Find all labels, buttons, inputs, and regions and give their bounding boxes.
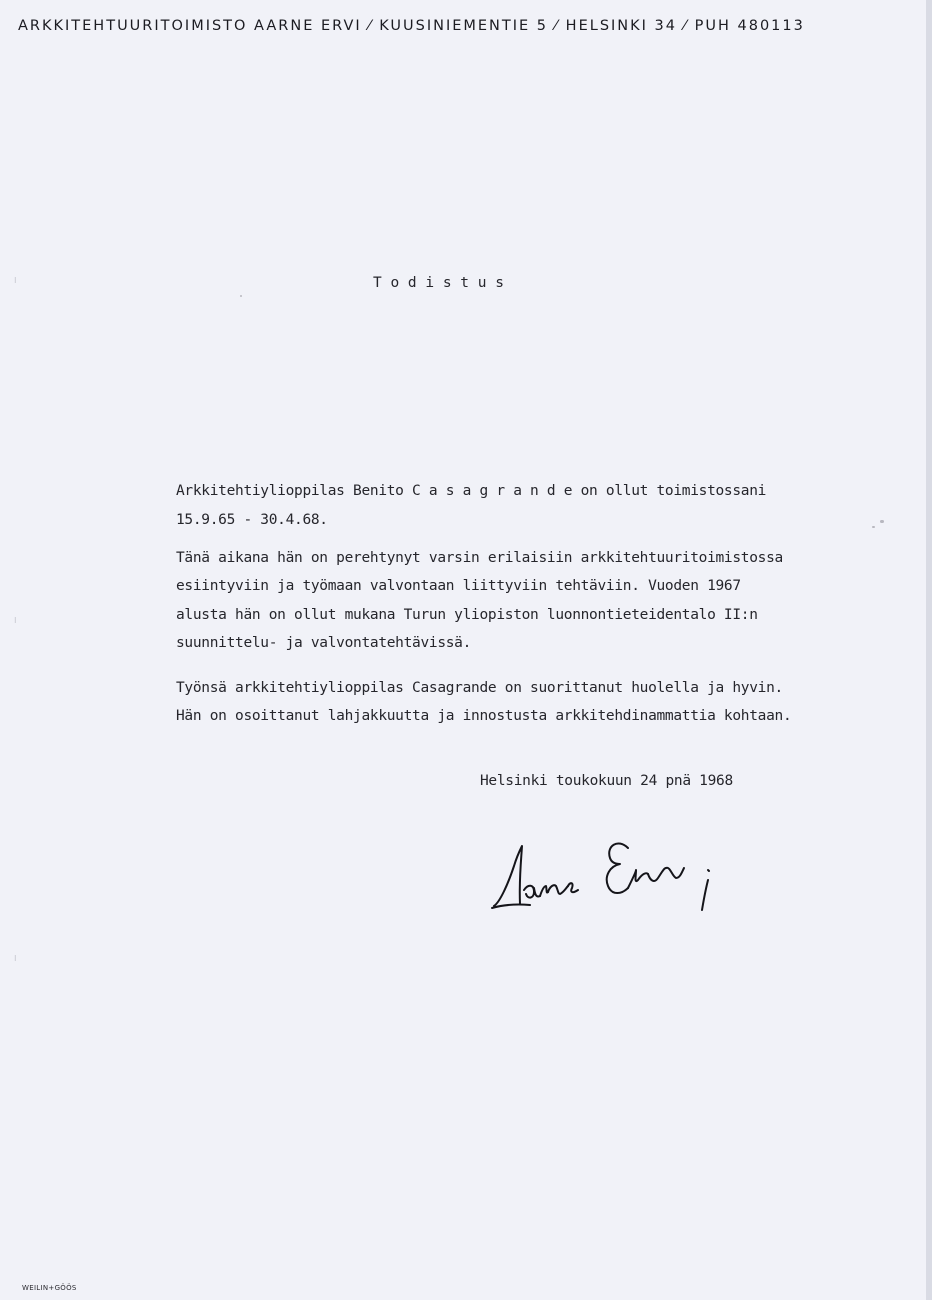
- signature: [486, 828, 736, 918]
- document-title: T o d i s t u s: [373, 275, 504, 291]
- body-line: Hän on osoittanut lahjakkuutta ja innostusta arkkitehdinammattia kohtaan.: [176, 708, 792, 724]
- printer-mark: WEILIN+GÖÖS: [22, 1284, 77, 1292]
- body-line: Tänä aikana hän on perehtynyt varsin erilaisiin arkkitehtuuritoimistossa: [176, 550, 783, 566]
- body-line: Arkkitehtiylioppilas Benito C a s a g r a n d e on ollut toimistossani: [176, 483, 767, 499]
- letterhead: ARKKITEHTUURITOIMISTO AARNE ERVI ⁄ KUUSINIEMENTIE 5 ⁄ HELSINKI 34 ⁄ PUH 480113: [18, 18, 805, 34]
- body-line: alusta hän on ollut mukana Turun yliopiston luonnontieteidentalo II:n: [176, 607, 758, 623]
- body-line: esiintyviin ja työmaan valvontaan liittyviin tehtäviin. Vuoden 1967: [176, 578, 741, 594]
- body-line: Työnsä arkkitehtiylioppilas Casagrande on suorittanut huolella ja hyvin.: [176, 680, 783, 696]
- margin-mark: ⁝: [14, 954, 17, 963]
- body-line: 15.9.65 - 30.4.68.: [176, 512, 328, 528]
- paper-speck: [240, 295, 242, 297]
- body-line: suunnittelu- ja valvontatehtävissä.: [176, 635, 472, 651]
- paper-speck: [872, 526, 875, 528]
- margin-mark: ⁝: [14, 276, 17, 285]
- margin-mark: ⁝: [14, 616, 17, 625]
- paper-speck: [880, 520, 884, 523]
- place-date: Helsinki toukokuun 24 pnä 1968: [480, 773, 733, 789]
